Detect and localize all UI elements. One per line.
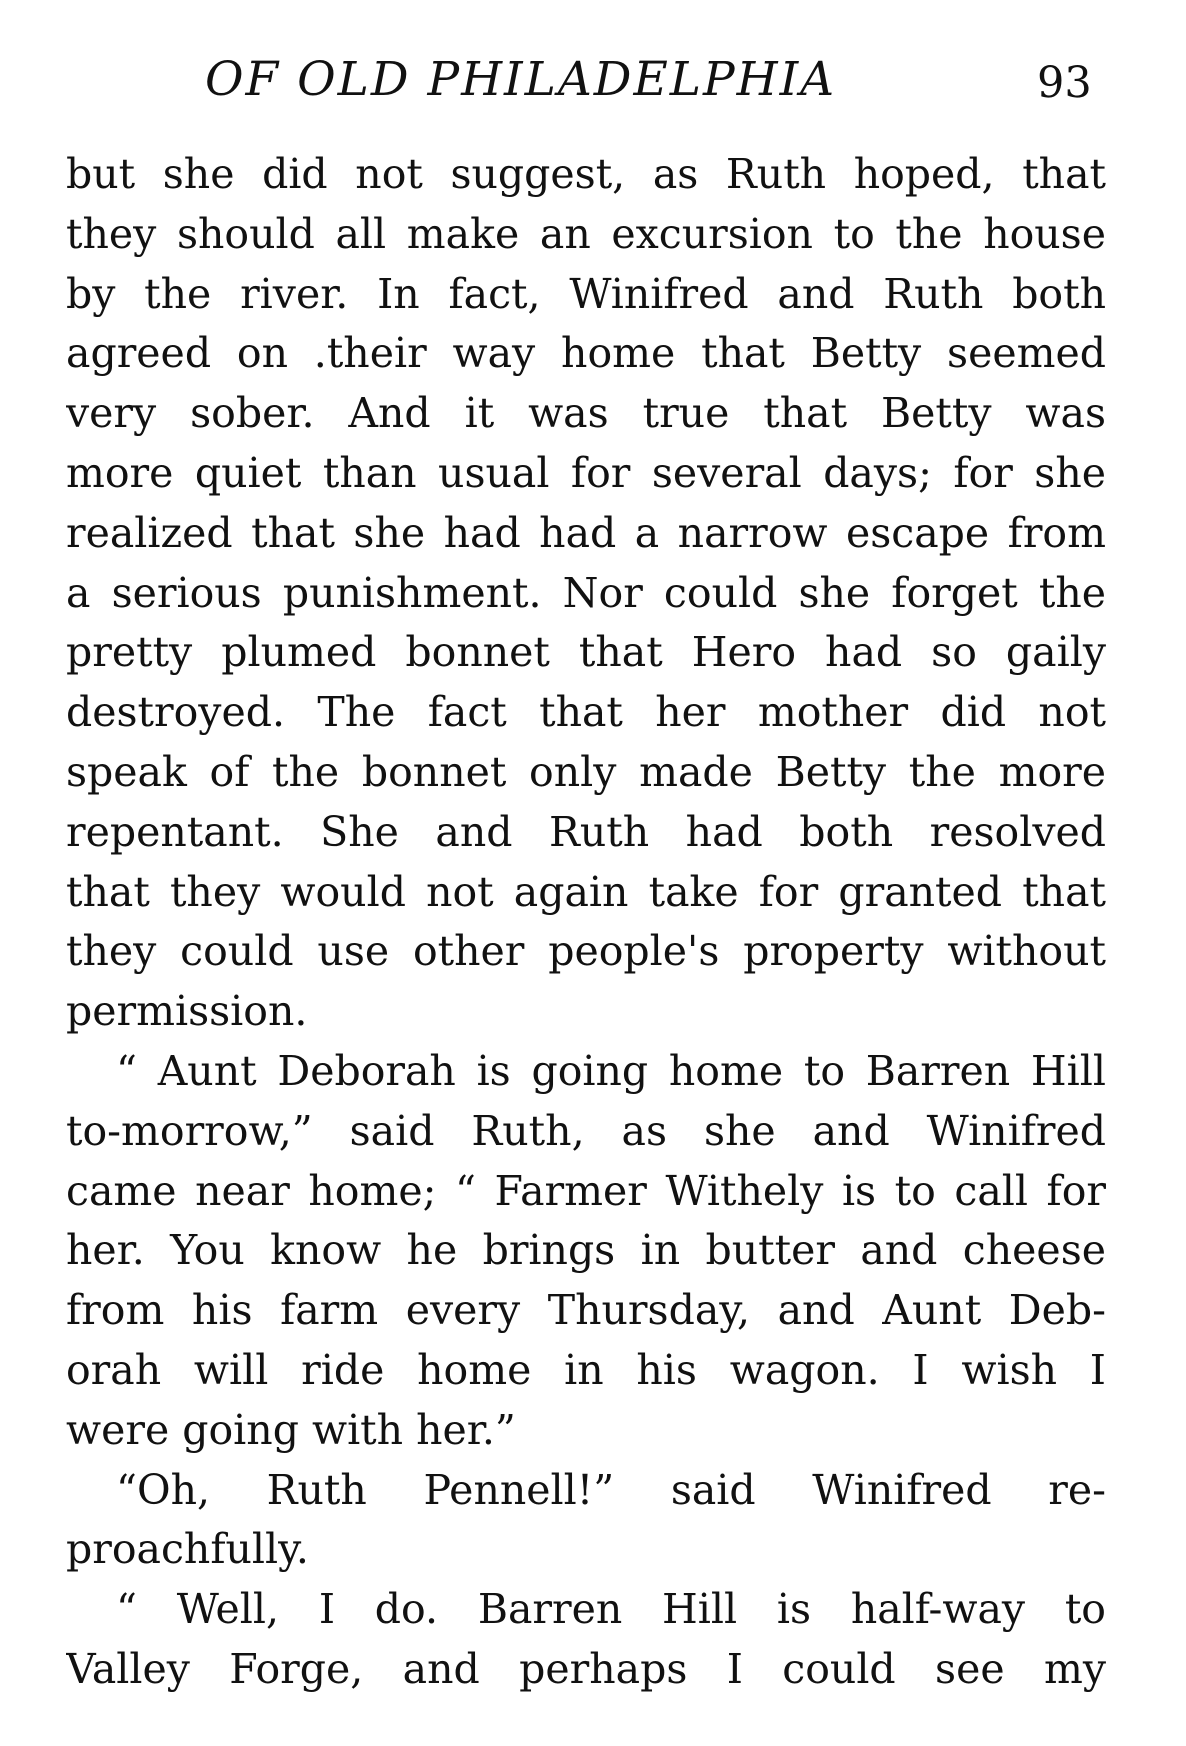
paragraph-end-line: were going with her.” [66,1405,516,1454]
text-line: they should all make an excursion to the house [66,209,1106,258]
text-line: they could use other people's property without [66,927,1106,976]
running-title: OF OLD PHILADELPHIA [205,52,837,107]
text-line: speak of the bonnet only made Betty the more [66,747,1106,796]
text-line: that they would not again take for granted that [66,867,1106,916]
text-line: by the river. In fact, Winifred and Ruth both [66,269,1106,318]
text-line: her. You know he brings in butter and cheese [66,1226,1106,1275]
paragraph-start-line: “ Aunt Deborah is going home to Barren Hill [116,1046,1106,1095]
body-text [66,145,1106,1700]
paragraph-end-line: permission. [66,987,308,1036]
page-number: 93 [1037,58,1092,108]
text-line: agreed on .their way home that Betty seemed [66,329,1106,378]
text-line: but she did not suggest, as Ruth hoped, that [66,150,1106,198]
text-line: repentant. She and Ruth had both resolved [66,807,1106,856]
running-head [205,52,1125,122]
paragraph-start-line: “Oh, Ruth Pennell!” said Winifred re- [116,1465,1106,1514]
text-line: Valley Forge, and perhaps I could see my [66,1644,1106,1693]
text-line: came near home; “ Farmer Withely is to call for [66,1166,1106,1215]
text-line: very sober. And it was true that Betty was [66,389,1106,438]
text-line: to-morrow,” said Ruth, as she and Winifred [66,1106,1106,1155]
text-line: orah will ride home in his wagon. I wish I [66,1345,1106,1394]
paragraph-end-line: proachfully. [66,1525,309,1574]
text-line: a serious punishment. Nor could she forget the [66,568,1106,617]
paragraph-start-line: “ Well, I do. Barren Hill is half-way to [116,1585,1106,1634]
text-line: realized that she had had a narrow escape from [66,508,1106,557]
text-line: from his farm every Thursday, and Aunt Deb- [66,1286,1106,1335]
text-line: pretty plumed bonnet that Hero had so gaily [66,628,1106,677]
text-line: destroyed. The fact that her mother did not [66,688,1106,737]
text-line: more quiet than usual for several days; for she [66,448,1106,497]
